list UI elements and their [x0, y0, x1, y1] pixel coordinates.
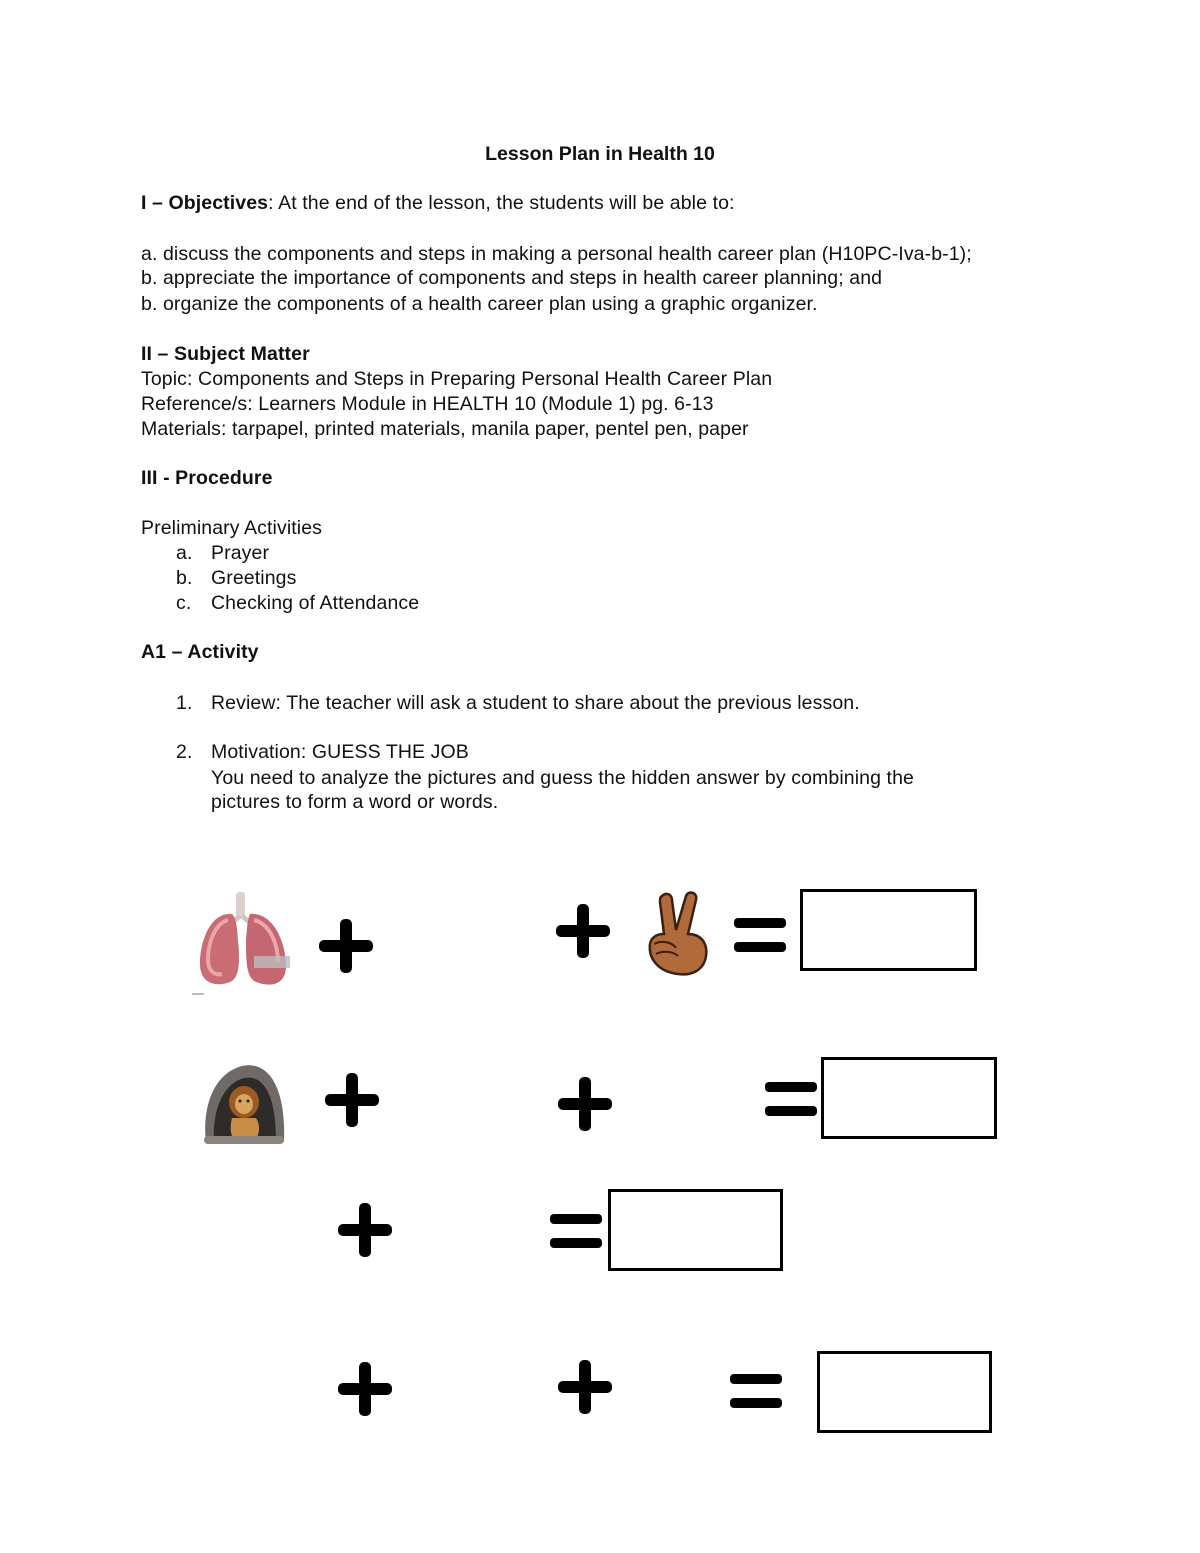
activity-motivation: Motivation: GUESS THE JOB: [211, 741, 469, 763]
preliminary-item-marker: c.: [176, 592, 192, 614]
activity-heading: A1 – Activity: [141, 641, 259, 663]
materials-line: Materials: tarpapel, printed materials, manila paper, pentel pen, paper: [141, 418, 749, 440]
objective-item: b. organize the components of a health career plan using a graphic organizer.: [141, 293, 818, 315]
activity-instructions-line: pictures to form a word or words.: [211, 791, 499, 813]
plus-sign: [338, 1362, 392, 1416]
preliminary-item-marker: b.: [176, 567, 193, 589]
plus-sign: [338, 1203, 392, 1257]
peace-hand-sign-picture: [642, 890, 716, 976]
equals-sign: [734, 918, 786, 952]
lungs-picture: [188, 890, 298, 1000]
preliminary-item-marker: a.: [176, 542, 193, 564]
objective-item: a. discuss the components and steps in making a personal health career plan (H10PC-Iva-b-1);: [141, 243, 972, 265]
objectives-heading: I – Objectives: [141, 192, 269, 214]
plus-sign: [558, 1360, 612, 1414]
activity-instructions-line: You need to analyze the pictures and guess the hidden answer by combining the: [211, 767, 914, 789]
lion-in-cave-picture: [200, 1060, 286, 1146]
preliminary-activities-label: Preliminary Activities: [141, 517, 322, 539]
subject-matter-heading: II – Subject Matter: [141, 343, 310, 365]
objectives-intro: : At the end of the lesson, the students will be able to:: [268, 192, 735, 214]
objective-item: b. appreciate the importance of components and steps in health career planning; and: [141, 267, 883, 289]
procedure-heading: III - Procedure: [141, 467, 273, 489]
plus-sign: [556, 904, 610, 958]
preliminary-item-attendance: Checking of Attendance: [211, 592, 420, 614]
equals-sign: [550, 1214, 602, 1248]
reference-line: Reference/s: Learners Module in HEALTH 10 (Module 1) pg. 6-13: [141, 393, 714, 415]
equals-sign: [765, 1082, 817, 1116]
answer-box[interactable]: [821, 1057, 997, 1139]
topic-line: Topic: Components and Steps in Preparing Personal Health Career Plan: [141, 368, 773, 390]
answer-box[interactable]: [800, 889, 977, 971]
preliminary-item-prayer: Prayer: [211, 542, 270, 564]
plus-sign: [319, 919, 373, 973]
preliminary-item-greetings: Greetings: [211, 567, 297, 589]
equals-sign: [730, 1374, 782, 1408]
plus-sign: [325, 1073, 379, 1127]
document-title: Lesson Plan in Health 10: [485, 143, 715, 165]
activity-item-marker: 2.: [176, 741, 193, 763]
answer-box[interactable]: [817, 1351, 992, 1433]
answer-box[interactable]: [608, 1189, 783, 1271]
objectives-line: [141, 191, 735, 215]
plus-sign: [558, 1077, 612, 1131]
activity-review: Review: The teacher will ask a student to share about the previous lesson.: [211, 692, 860, 714]
activity-item-marker: 1.: [176, 692, 193, 714]
